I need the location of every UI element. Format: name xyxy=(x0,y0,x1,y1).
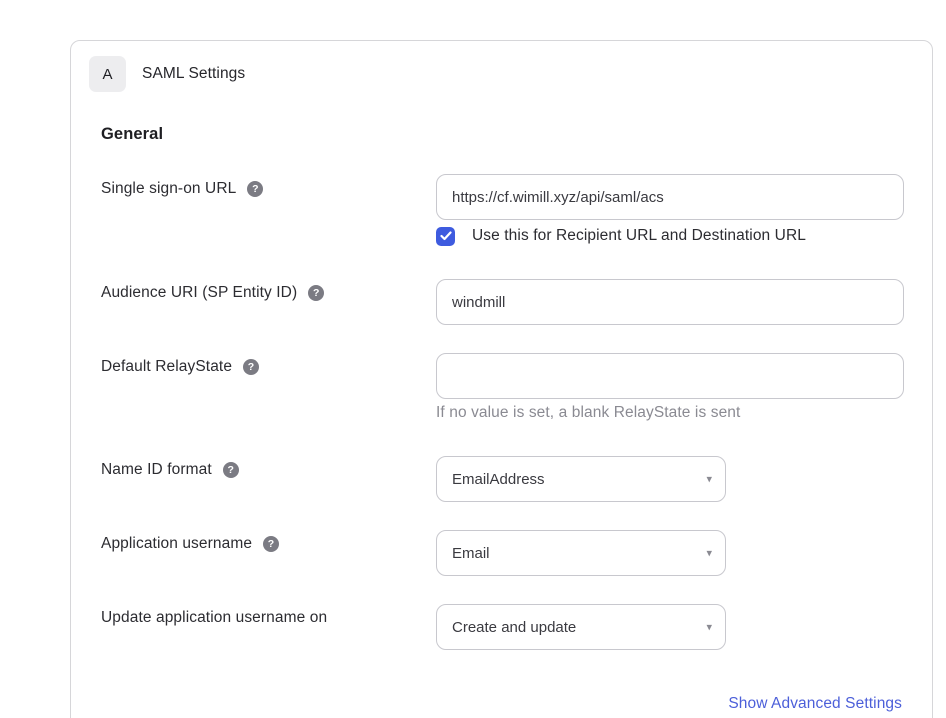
name-id-format-value: EmailAddress xyxy=(452,470,545,488)
chevron-down-icon: ▾ xyxy=(706,473,712,486)
recipient-url-checkbox[interactable] xyxy=(436,227,455,246)
update-application-username-value: Create and update xyxy=(452,618,577,636)
name-id-format-select[interactable] xyxy=(436,456,726,502)
name-id-format-label: Name ID format xyxy=(101,461,212,478)
audience-uri-input[interactable] xyxy=(436,279,904,325)
recipient-url-checkbox-label: Use this for Recipient URL and Destination URL xyxy=(472,227,806,244)
audience-uri-label: Audience URI (SP Entity ID) xyxy=(101,284,298,301)
chevron-down-icon: ▾ xyxy=(706,547,712,560)
update-application-username-label-row xyxy=(101,606,327,630)
sso-url-label: Single sign-on URL xyxy=(101,180,237,197)
sso-url-input[interactable] xyxy=(436,174,904,220)
help-icon[interactable]: ? xyxy=(247,181,263,197)
application-username-value: Email xyxy=(452,544,490,562)
name-id-format-label-row xyxy=(101,458,239,482)
sso-url-label-row xyxy=(101,177,263,201)
help-icon[interactable]: ? xyxy=(308,285,324,301)
update-application-username-label: Update application username on xyxy=(101,609,328,626)
default-relaystate-input[interactable] xyxy=(436,353,904,399)
help-icon[interactable]: ? xyxy=(223,462,239,478)
application-username-label: Application username xyxy=(101,535,253,552)
update-application-username-select[interactable] xyxy=(436,604,726,650)
panel-title: SAML Settings xyxy=(142,65,246,82)
panel-badge: A xyxy=(89,56,126,92)
show-advanced-settings-link[interactable]: Show Advanced Settings xyxy=(728,695,902,712)
checkmark-icon xyxy=(440,231,452,241)
audience-uri-label-row xyxy=(101,281,324,305)
chevron-down-icon: ▾ xyxy=(706,621,712,634)
default-relaystate-label-row xyxy=(101,355,259,379)
section-heading-general: General xyxy=(101,124,164,143)
help-icon[interactable]: ? xyxy=(263,536,279,552)
sso-checkbox-row xyxy=(436,224,806,248)
default-relaystate-label: Default RelayState xyxy=(101,358,233,375)
help-icon[interactable]: ? xyxy=(243,359,259,375)
application-username-select[interactable] xyxy=(436,530,726,576)
application-username-label-row xyxy=(101,532,279,556)
saml-settings-panel xyxy=(70,40,933,718)
relaystate-hint: If no value is set, a blank RelayState is sent xyxy=(436,404,741,421)
